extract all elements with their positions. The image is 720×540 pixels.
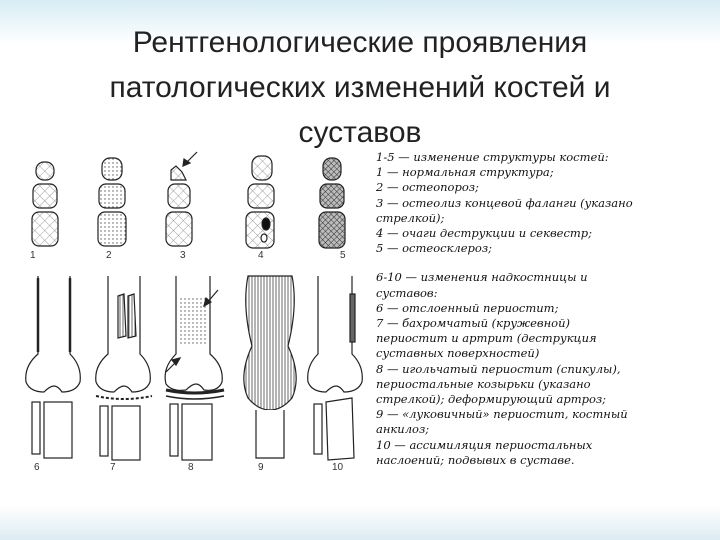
fig-label-1: 1 (30, 250, 36, 261)
phalanx-4 (246, 156, 274, 248)
fig-label-6: 6 (34, 462, 40, 473)
legend-line: 3 — остеолиз концевой фаланги (указано (376, 195, 633, 210)
legend-line: 7 — бахромчатый (кружевной) (376, 316, 571, 331)
legend-line: 4 — очаги деструкции и секвестр; (376, 226, 593, 241)
legend-line: 1 — нормальная структура; (376, 165, 554, 180)
legend-line: 2 — остеопороз; (376, 180, 479, 195)
joint-9 (244, 276, 296, 458)
legend-line: 1-5 — изменение структуры костей: (376, 150, 609, 164)
fig-label-7: 7 (110, 462, 116, 473)
legend-line: 8 — игольчатый периостит (спикулы), (376, 361, 621, 376)
legend-line: 6-10 — изменения надкостницы и (376, 270, 588, 285)
legend-line: периостит и артрит (деструкция (376, 331, 597, 346)
joint-7 (96, 276, 152, 460)
legend-line: 5 — остеосклероз; (376, 241, 492, 256)
legend-line: наслоений; подвывих в суставе. (376, 452, 575, 467)
legend-line: периостальные козырьки (указано (376, 376, 591, 391)
legend-line: 6 — отслоенный периостит; (376, 300, 559, 315)
joint-6 (26, 276, 81, 458)
phalanx-5 (319, 158, 345, 248)
fig-label-10: 10 (332, 462, 344, 473)
phalanx-3 (166, 152, 197, 246)
legend-line: суставов: (376, 285, 438, 300)
joint-10 (308, 276, 363, 460)
title-line-1: Рентгенологические проявления (132, 26, 588, 59)
fig-label-2: 2 (106, 250, 112, 261)
phalanx-2 (98, 158, 126, 246)
title-line-2: патологических изменений костей и (109, 71, 611, 104)
slide-title (40, 20, 680, 155)
joint-8 (165, 276, 224, 460)
bone-xray-illustration (20, 146, 368, 476)
legend-line: стрелкой); деформирующий артроз; (376, 392, 607, 407)
legend-line: 10 — ассимиляция периостальных (376, 437, 593, 452)
legend-line: 9 — «луковичный» периостит, костный (376, 407, 628, 422)
fig-label-3: 3 (180, 250, 186, 261)
legend-line: суставных поверхностей) (376, 346, 540, 361)
fig-label-4: 4 (258, 250, 264, 261)
legend-line: анкилоз; (376, 422, 430, 437)
title-line-3: суставов (298, 116, 422, 149)
fig-label-8: 8 (188, 462, 194, 473)
figure-legend (376, 150, 706, 468)
phalanx-1 (32, 162, 58, 246)
fig-label-9: 9 (258, 462, 264, 473)
fig-label-5: 5 (340, 250, 346, 261)
legend-line: стрелкой); (376, 210, 445, 225)
